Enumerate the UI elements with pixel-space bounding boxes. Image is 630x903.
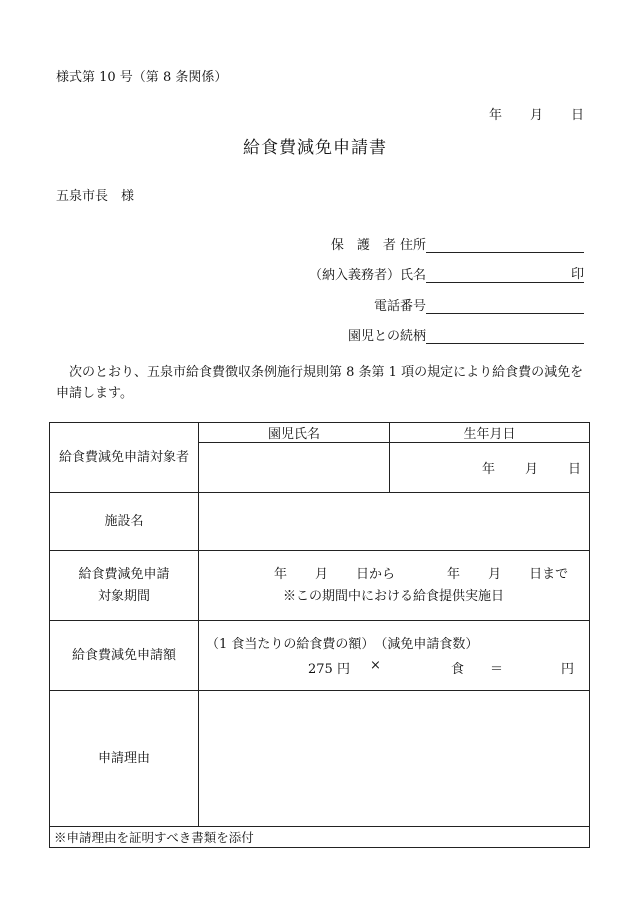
period-label-line2: 対象期間 bbox=[97, 588, 150, 604]
relation-label: 園児との続柄 bbox=[347, 329, 426, 344]
relation-field-row bbox=[348, 325, 584, 344]
address-input[interactable] bbox=[426, 237, 584, 253]
period-label bbox=[50, 551, 199, 621]
period-month-from: 月 bbox=[315, 566, 329, 582]
phone-label: 電話番号 bbox=[373, 299, 426, 314]
intro-paragraph: 次のとおり、五泉市給食費徴収条例施行規則第 8 条第 1 項の規定により給食費の減免を申請します。 bbox=[56, 365, 584, 401]
birthdate-header: 生年月日 bbox=[390, 423, 590, 443]
target-label: 給食費減免申請対象者 bbox=[50, 423, 199, 493]
date-year: 年 bbox=[488, 108, 502, 123]
period-input[interactable] bbox=[199, 551, 590, 621]
seal-mark: 印 bbox=[570, 267, 584, 282]
phone-input[interactable] bbox=[426, 298, 584, 314]
period-month-to: 月 bbox=[488, 566, 502, 582]
amount-label: 給食費減免申請額 bbox=[50, 621, 199, 691]
birth-day: 日 bbox=[567, 462, 581, 477]
child-name-header: 園児氏名 bbox=[199, 423, 390, 443]
name-input[interactable] bbox=[426, 267, 584, 283]
period-year-from: 年 bbox=[274, 566, 288, 582]
amount-formula bbox=[199, 656, 589, 678]
name-field-row bbox=[309, 264, 584, 283]
application-table bbox=[49, 422, 590, 848]
phone-field-row bbox=[374, 295, 584, 314]
birthdate-input[interactable] bbox=[390, 443, 590, 493]
form-number: 様式第 10 号（第 8 条関係） bbox=[56, 70, 228, 85]
address-field-row bbox=[331, 234, 584, 253]
application-date bbox=[489, 104, 584, 123]
reason-label: 申請理由 bbox=[50, 691, 199, 827]
address-label: 保 護 者 住所 bbox=[330, 238, 426, 253]
period-label-line1: 給食費減免申請 bbox=[78, 566, 170, 582]
unit-price: 275 円 bbox=[308, 661, 350, 677]
yen-unit: 円 bbox=[561, 661, 575, 677]
facility-input[interactable] bbox=[199, 493, 590, 551]
name-label: （納入義務者）氏名 bbox=[308, 268, 426, 283]
period-range bbox=[199, 564, 589, 586]
facility-label: 施設名 bbox=[50, 493, 199, 551]
birth-month: 月 bbox=[524, 462, 538, 477]
times-sign: × bbox=[370, 657, 381, 673]
period-day-to: 日まで bbox=[529, 566, 569, 582]
reason-input[interactable] bbox=[199, 691, 590, 827]
child-name-input[interactable] bbox=[199, 443, 390, 493]
meals-unit: 食 bbox=[451, 661, 465, 677]
period-year-to: 年 bbox=[447, 566, 461, 582]
addressee: 五泉市長 様 bbox=[56, 189, 135, 204]
footnote: ※申請理由を証明すべき書類を添付 bbox=[50, 827, 590, 848]
amount-formula-label: （1 食当たりの給食費の額） （減免申請食数） bbox=[206, 636, 479, 652]
date-day: 日 bbox=[570, 108, 584, 123]
period-day-from: 日から bbox=[356, 566, 396, 582]
amount-input[interactable] bbox=[199, 621, 590, 691]
birth-year: 年 bbox=[481, 462, 495, 477]
document-title: 給食費減免申請書 bbox=[243, 138, 387, 158]
equals-sign: ＝ bbox=[490, 661, 504, 677]
relation-input[interactable] bbox=[426, 328, 584, 344]
date-month: 月 bbox=[529, 108, 543, 123]
period-note: ※この期間中における給食提供実施日 bbox=[283, 588, 505, 604]
